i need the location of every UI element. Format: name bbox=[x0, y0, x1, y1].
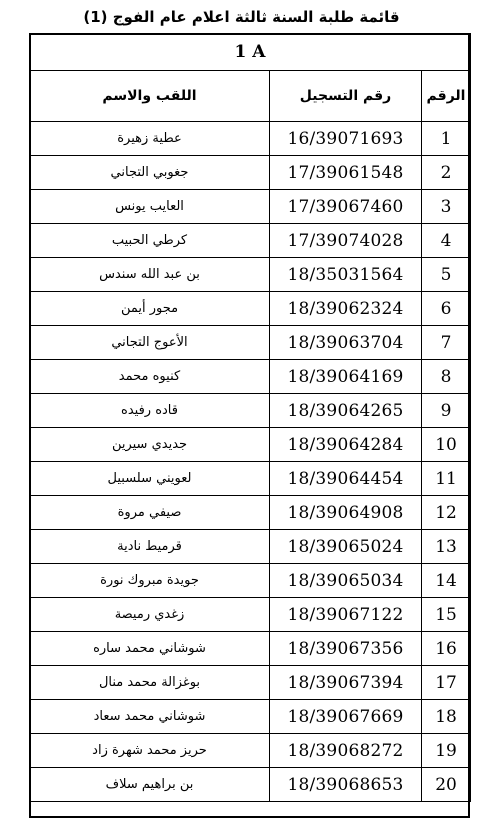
row-number: 19 bbox=[422, 734, 471, 768]
student-name: شوشاني محمد ساره bbox=[30, 632, 270, 666]
registration-number: 18/39063704 bbox=[270, 326, 422, 360]
student-name: شوشاني محمد سعاد bbox=[30, 700, 270, 734]
registration-number: 18/35031564 bbox=[270, 258, 422, 292]
row-number: 6 bbox=[422, 292, 471, 326]
row-number: 2 bbox=[422, 156, 471, 190]
registration-number: 18/39067122 bbox=[270, 598, 422, 632]
student-name: عطية زهيرة bbox=[30, 122, 270, 156]
registration-number: 18/39068272 bbox=[270, 734, 422, 768]
student-name: قرميط نادية bbox=[30, 530, 270, 564]
row-number: 17 bbox=[422, 666, 471, 700]
row-number: 5 bbox=[422, 258, 471, 292]
student-name: لعويني سلسبيل bbox=[30, 462, 270, 496]
row-number: 8 bbox=[422, 360, 471, 394]
student-name: جغوبي التجاني bbox=[30, 156, 270, 190]
registration-number: 17/39074028 bbox=[270, 224, 422, 258]
student-name: الأعوج التجاني bbox=[30, 326, 270, 360]
table-outer-border bbox=[29, 33, 470, 818]
student-name: بن براهيم سلاف bbox=[30, 768, 270, 802]
row-number: 10 bbox=[422, 428, 471, 462]
row-number: 3 bbox=[422, 190, 471, 224]
registration-number: 18/39064169 bbox=[270, 360, 422, 394]
registration-number: 18/39064908 bbox=[270, 496, 422, 530]
registration-number: 18/39067394 bbox=[270, 666, 422, 700]
column-header-name: اللقب والاسم bbox=[30, 71, 270, 122]
row-number: 13 bbox=[422, 530, 471, 564]
student-name: بن عبد الله سندس bbox=[30, 258, 270, 292]
registration-number: 17/39067460 bbox=[270, 190, 422, 224]
row-number: 4 bbox=[422, 224, 471, 258]
student-name: كنيوه محمد bbox=[30, 360, 270, 394]
row-number: 15 bbox=[422, 598, 471, 632]
registration-number: 18/39064454 bbox=[270, 462, 422, 496]
row-number: 9 bbox=[422, 394, 471, 428]
row-number: 16 bbox=[422, 632, 471, 666]
student-name: العايب يونس bbox=[30, 190, 270, 224]
registration-number: 18/39062324 bbox=[270, 292, 422, 326]
registration-number: 18/39065034 bbox=[270, 564, 422, 598]
student-name: جديدي سيرين bbox=[30, 428, 270, 462]
registration-number: 18/39067669 bbox=[270, 700, 422, 734]
group-label: 1 A bbox=[30, 34, 471, 71]
student-name: قاده رفيده bbox=[30, 394, 270, 428]
student-name: كرطي الحبيب bbox=[30, 224, 270, 258]
column-header-registration: رقم التسجيل bbox=[270, 71, 422, 122]
registration-number: 18/39064265 bbox=[270, 394, 422, 428]
registration-number: 16/39071693 bbox=[270, 122, 422, 156]
page-title: قائمة طلبة السنة ثالثة اعلام عام الفوج (1) bbox=[83, 8, 400, 26]
row-number: 14 bbox=[422, 564, 471, 598]
registration-number: 18/39064284 bbox=[270, 428, 422, 462]
column-header-number: الرقم bbox=[422, 71, 471, 122]
student-name: زغدي رميصة bbox=[30, 598, 270, 632]
registration-number: 17/39061548 bbox=[270, 156, 422, 190]
row-number: 18 bbox=[422, 700, 471, 734]
row-number: 20 bbox=[422, 768, 471, 802]
row-number: 1 bbox=[422, 122, 471, 156]
student-name: مجور أيمن bbox=[30, 292, 270, 326]
student-name: جويدة مبروك نورة bbox=[30, 564, 270, 598]
student-name: حريز محمد شهرة زاد bbox=[30, 734, 270, 768]
row-number: 7 bbox=[422, 326, 471, 360]
registration-number: 18/39067356 bbox=[270, 632, 422, 666]
registration-number: 18/39068653 bbox=[270, 768, 422, 802]
row-number: 11 bbox=[422, 462, 471, 496]
student-name: صيفي مروة bbox=[30, 496, 270, 530]
registration-number: 18/39065024 bbox=[270, 530, 422, 564]
row-number: 12 bbox=[422, 496, 471, 530]
student-name: بوغزالة محمد منال bbox=[30, 666, 270, 700]
